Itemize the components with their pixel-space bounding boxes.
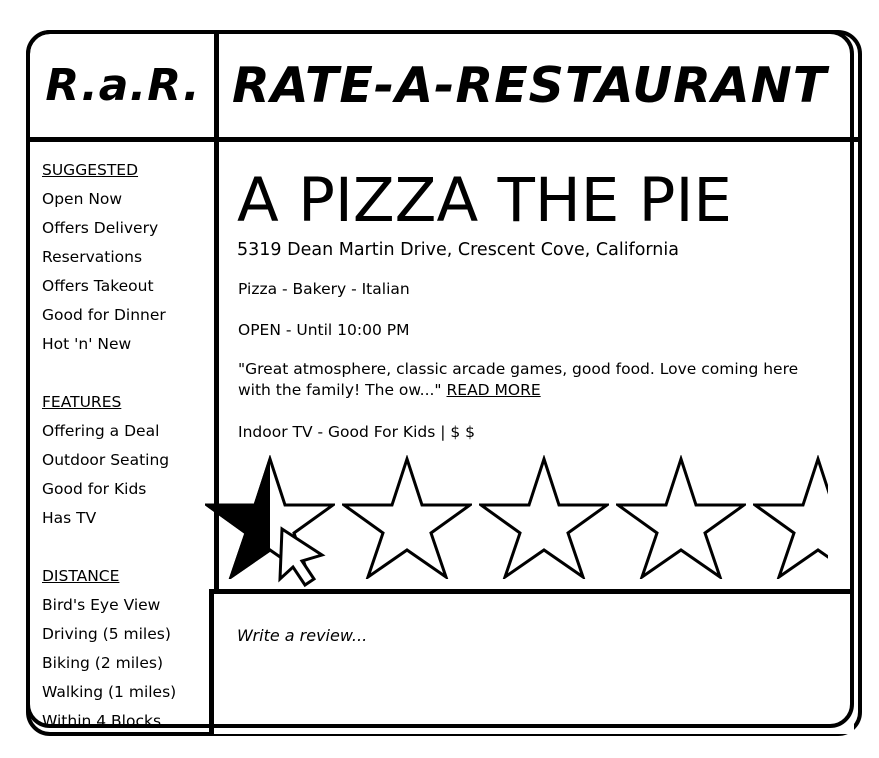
- sidebar-heading-distance: DISTANCE: [42, 567, 120, 585]
- sidebar-item-walking[interactable]: Walking (1 miles): [42, 683, 177, 701]
- star-icon[interactable]: [479, 455, 609, 579]
- open-status: OPEN - Until 10:00 PM: [238, 321, 410, 339]
- sidebar-item-biking[interactable]: Biking (2 miles): [42, 654, 164, 672]
- restaurant-address: 5319 Dean Martin Drive, Crescent Cove, California: [237, 240, 679, 260]
- sidebar-item-offers-delivery[interactable]: Offers Delivery: [42, 219, 159, 237]
- review-snippet-text: "Great atmosphere, classic arcade games, good food. Love coming here with the family! The ow...": [238, 360, 799, 399]
- review-input[interactable]: [209, 589, 854, 734]
- sidebar-item-driving[interactable]: Driving (5 miles): [42, 625, 171, 643]
- sidebar-heading-features: FEATURES: [42, 393, 122, 411]
- sidebar-item-good-for-kids[interactable]: Good for Kids: [42, 480, 147, 498]
- sidebar-gap: [42, 533, 212, 562]
- sidebar: [42, 156, 212, 736]
- sidebar-item-offering-a-deal[interactable]: Offering a Deal: [42, 422, 160, 440]
- sidebar-item-within-4-blocks[interactable]: Within 4 Blocks: [42, 712, 162, 730]
- sidebar-item-outdoor-seating[interactable]: Outdoor Seating: [42, 451, 170, 469]
- review-placeholder: Write a review...: [237, 626, 368, 645]
- restaurant-name: A PIZZA THE PIE: [237, 165, 732, 236]
- sidebar-item-has-tv[interactable]: Has TV: [42, 509, 97, 527]
- restaurant-features: Indoor TV - Good For Kids | $ $: [238, 423, 476, 441]
- site-logo[interactable]: R.a.R.: [45, 60, 201, 111]
- review-snippet: [238, 359, 828, 401]
- logo-cell: [30, 34, 216, 137]
- site-title: RATE-A-RESTAURANT: [232, 57, 828, 114]
- star-icon[interactable]: [753, 455, 828, 579]
- sidebar-item-good-for-dinner[interactable]: Good for Dinner: [42, 306, 166, 324]
- restaurant-categories: Pizza - Bakery - Italian: [238, 280, 410, 298]
- sidebar-item-reservations[interactable]: Reservations: [42, 248, 143, 266]
- sidebar-item-offers-takeout[interactable]: Offers Takeout: [42, 277, 154, 295]
- sidebar-item-hot-n-new[interactable]: Hot 'n' New: [42, 335, 132, 353]
- sidebar-heading-suggested: SUGGESTED: [42, 161, 139, 179]
- read-more-link[interactable]: READ MORE: [446, 381, 541, 399]
- star-icon[interactable]: [342, 455, 472, 579]
- sidebar-gap: [42, 359, 212, 388]
- star-icon[interactable]: [616, 455, 746, 579]
- cursor-icon: [256, 525, 336, 595]
- sidebar-item-open-now[interactable]: Open Now: [42, 190, 123, 208]
- sidebar-item-birds-eye-view[interactable]: Bird's Eye View: [42, 596, 161, 614]
- header-divider: [30, 137, 858, 142]
